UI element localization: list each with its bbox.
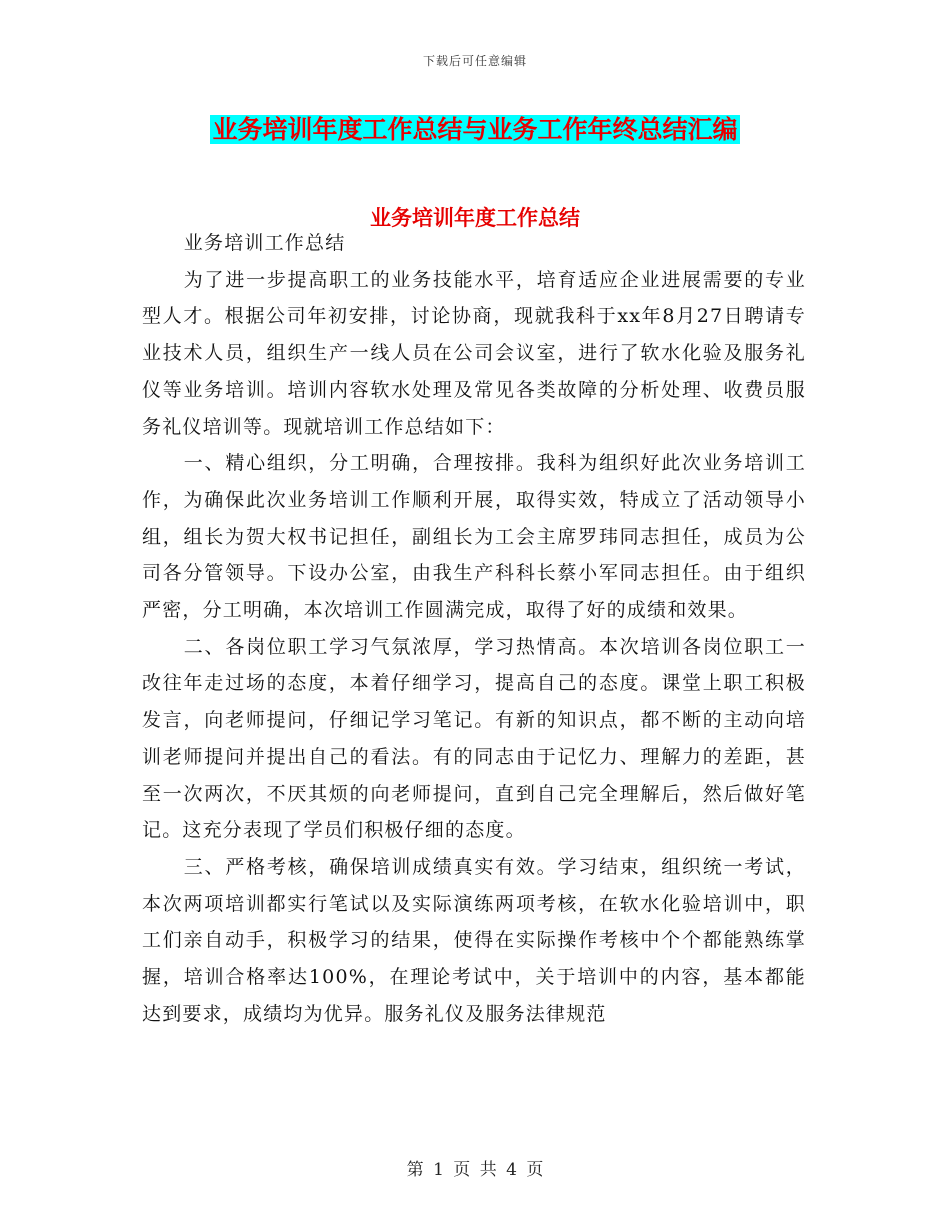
header-note: 下载后可任意编辑 (422, 54, 527, 68)
body-text (142, 225, 806, 1032)
paragraph-point-3: 三、严格考核，确保培训成绩真实有效。学习结束，组织统一考试，本次两项培训都实行笔试以及实际演练两项考核，在软水化验培训中，职工们亲自动手，积极学习的结果，使得在实际操作考核中个个都能熟练掌握，培训合格率达100%，在理论考试中，关于培训中的内容，基本都能达到要求，成绩均为优异。服务礼仪及服务法律规范 (142, 855, 806, 1025)
paragraph-intro: 为了进一步提高职工的业务技能水平，培育适应企业进展需要的专业型人才。根据公司年初安排，讨论协商，现就我科于xx年8月27日聘请专业技术人员，组织生产一线人员在公司会议室，进行了软水化验及服务礼仪等业务培训。培训内容软水处理及常见各类故障的分析处理、收费员服务礼仪培训等。现就培训工作总结如下： (142, 268, 806, 438)
paragraph-point-1: 一、精心组织，分工明确，合理按排。我科为组织好此次业务培训工作，为确保此次业务培训工作顺利开展，取得实效，特成立了活动领导小组，组长为贺大权书记担任，副组长为工会主席罗玮同志担任，成员为公司各分管领导。下设办公室，由我生产科科长蔡小军同志担任。由于组织严密，分工明确，本次培训工作圆满完成，取得了好的成绩和效果。 (142, 452, 806, 622)
section-title: 业务培训年度工作总结 (370, 205, 580, 230)
paragraph-point-2: 二、各岗位职工学习气氛浓厚，学习热情高。本次培训各岗位职工一改往年走过场的态度，本着仔细学习，提高自己的态度。课堂上职工积极发言，向老师提问，仔细记学习笔记。有新的知识点，都不断的主动向培训老师提问并提出自己的看法。有的同志由于记忆力、理解力的差距，甚至一次两次，不厌其烦的向老师提问，直到自己完全理解后，然后做好笔记。这充分表现了学员们积极仔细的态度。 (142, 635, 806, 842)
paragraph-heading: 业务培训工作总结 (183, 232, 346, 254)
main-title-text: 业务培训年度工作总结与业务工作年终总结汇编 (212, 115, 738, 144)
page-number-footer: 第 1 页 共 4 页 (406, 1160, 544, 1180)
main-title (0, 112, 950, 148)
